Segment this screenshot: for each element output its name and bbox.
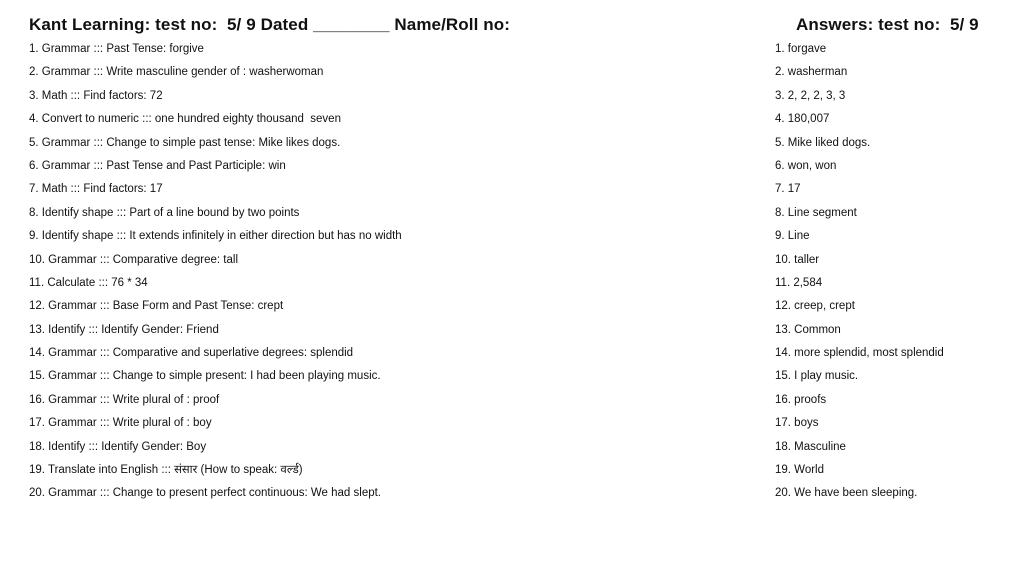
- question-item: 16. Grammar ::: Write plural of : proof: [29, 393, 220, 406]
- question-item: 5. Grammar ::: Change to simple past tense: Mike likes dogs.: [29, 136, 341, 149]
- answers-list: [775, 41, 1015, 509]
- question-item: 2. Grammar ::: Write masculine gender of : washerwoman: [29, 66, 324, 79]
- answer-item: 19. World: [775, 464, 825, 477]
- question-item: 15. Grammar ::: Change to simple present: I had been playing music.: [29, 370, 381, 383]
- answer-item: 4. 180,007: [775, 113, 830, 126]
- answer-item: 14. more splendid, most splendid: [775, 347, 944, 360]
- question-item: 1. Grammar ::: Past Tense: forgive: [29, 43, 204, 55]
- question-item: 7. Math ::: Find factors: 17: [29, 183, 163, 196]
- question-item: 3. Math ::: Find factors: 72: [29, 89, 163, 102]
- answer-item: 1. forgave: [775, 43, 827, 55]
- question-item: 13. Identify ::: Identify Gender: Friend: [29, 323, 219, 336]
- answer-item: 12. creep, crept: [775, 300, 855, 313]
- answer-item: 17. boys: [775, 417, 819, 430]
- answer-item: 8. Line segment: [775, 206, 857, 219]
- questions-list: [29, 41, 749, 509]
- answer-item: 10. taller: [775, 253, 820, 266]
- question-item: 17. Grammar ::: Write plural of : boy: [29, 417, 212, 430]
- answer-item: 2. washerman: [775, 66, 848, 79]
- question-item: 10. Grammar ::: Comparative degree: tall: [29, 253, 238, 266]
- question-item: 6. Grammar ::: Past Tense and Past Participle: win: [29, 159, 286, 172]
- question-item: 20. Grammar ::: Change to present perfect continuous: We had slept.: [29, 487, 382, 500]
- answer-item: 9. Line: [775, 230, 810, 243]
- question-item: 12. Grammar ::: Base Form and Past Tense: crept: [29, 300, 284, 313]
- question-item: 14. Grammar ::: Comparative and superlative degrees: splendid: [29, 347, 354, 360]
- question-item: 8. Identify shape ::: Part of a line bound by two points: [29, 206, 300, 219]
- answer-item: 5. Mike liked dogs.: [775, 136, 871, 149]
- answer-item: 16. proofs: [775, 393, 827, 406]
- answer-item: 13. Common: [775, 323, 841, 336]
- answers-title: Answers: test no: 5/ 9: [796, 15, 979, 34]
- answer-item: 6. won, won: [775, 159, 837, 172]
- answer-item: 11. 2,584: [775, 276, 823, 289]
- question-item: 18. Identify ::: Identify Gender: Boy: [29, 440, 207, 453]
- answer-item: 15. I play music.: [775, 370, 859, 383]
- question-item: 19. Translate into English ::: संसार (How to speak: वर्ल्ड): [29, 464, 303, 477]
- question-item: 4. Convert to numeric ::: one hundred eighty thousand seven: [29, 113, 341, 126]
- answer-item: 20. We have been sleeping.: [775, 487, 918, 500]
- answer-item: 7. 17: [775, 183, 801, 196]
- test-title: Kant Learning: test no: 5/ 9 Dated ________ Name/Roll no:: [29, 15, 510, 34]
- answer-item: 18. Masculine: [775, 440, 846, 453]
- question-item: 9. Identify shape ::: It extends infinitely in either direction but has no width: [29, 230, 402, 243]
- question-item: 11. Calculate ::: 76 * 34: [29, 276, 148, 289]
- answer-item: 3. 2, 2, 2, 3, 3: [775, 89, 846, 102]
